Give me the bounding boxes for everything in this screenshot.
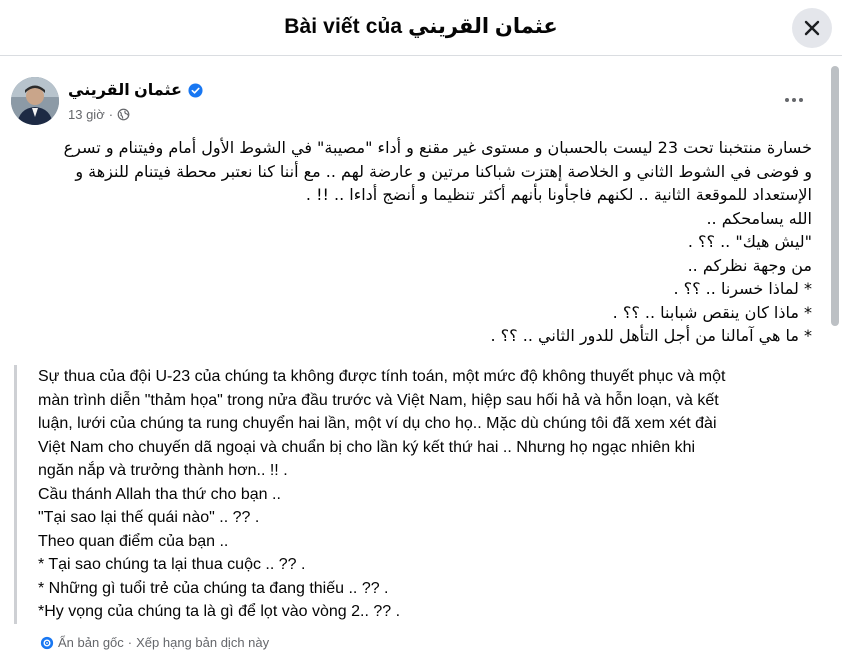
translate-gear-icon — [40, 636, 54, 650]
close-button[interactable] — [792, 8, 832, 48]
post-time[interactable]: 13 giờ — [68, 107, 105, 122]
original-post-text — [0, 136, 812, 348]
translated-text — [14, 365, 814, 624]
scrollbar[interactable] — [830, 62, 840, 662]
translation-actions — [40, 635, 269, 650]
translation-line: ngăn nắp và trưởng thành hơn.. !! . — [38, 462, 288, 479]
author-avatar[interactable] — [11, 77, 59, 125]
author-row — [68, 80, 203, 100]
original-line: خسارة منتخبنا تحت 23 ليست بالحسبان و مستوى غير مقنع و أداء "مصيبة" في الشوط الأول أمام وفيتنام و تسرع — [63, 138, 812, 157]
dialog-title: Bài viết của عثمان القريني — [284, 15, 558, 38]
more-options-button[interactable] — [776, 85, 812, 115]
verified-badge-icon — [188, 83, 203, 98]
rate-translation-link[interactable]: Xếp hạng bản dịch này — [136, 635, 270, 650]
translation-line: Theo quan điểm của bạn .. — [38, 532, 229, 550]
post-content — [0, 57, 826, 668]
translation-line: Việt Nam cho chuyến dã ngoại và chuẩn bị cho lần ký kết thứ hai .. Nhưng họ ngạc nhiên khi — [38, 438, 696, 456]
scrollbar-thumb[interactable] — [831, 66, 839, 326]
translation-line: *Hy vọng của chúng ta là gì để lọt vào vòng 2.. ?? . — [38, 603, 401, 620]
translation-line: * Tại sao chúng ta lại thua cuộc .. ?? . — [38, 556, 306, 573]
translation-line: luận, lưới của chúng ta rung chuyển hai lần, một ví dụ cho họ.. Mặc dù chúng tôi đã xem xét đài — [38, 415, 717, 432]
original-line: و فوضى في الشوط الثاني و الخلاصة إهتزت شباكنا مرتين و عارضة لهم .. مع أننا كنا نعتبر محطة فيتنام للنزهة و — [75, 161, 812, 181]
translation-line: Cầu thánh Allah tha thứ cho bạn .. — [38, 485, 281, 503]
original-line: من وجهة نظركم .. — [687, 255, 812, 275]
original-line: الله يسامحكم .. — [706, 208, 812, 228]
globe-icon — [117, 108, 130, 121]
translation-line: màn trình diễn "thảm họa" trong nửa đầu trước và Việt Nam, hiệp sau hối hả và hỗn loạn, và kết — [38, 391, 719, 409]
translation-line: * Những gì tuổi trẻ của chúng ta đang thiếu .. ?? . — [38, 579, 389, 597]
dialog-header — [0, 0, 842, 56]
more-dot — [799, 98, 803, 102]
translation-line: Sự thua của đội U-23 của chúng ta không được tính toán, một mức độ không thuyết phục và một — [38, 368, 726, 385]
close-icon — [802, 18, 822, 38]
translation-line: "Tại sao lại thế quái nào" .. ?? . — [38, 509, 260, 526]
actions-separator: · — [127, 635, 133, 650]
meta-separator: · — [108, 107, 114, 122]
hide-original-link[interactable]: Ẩn bản gốc — [58, 635, 124, 650]
original-line: * ما هي آمالنا من أجل التأهل للدور الثاني .. ؟؟ . — [490, 326, 812, 345]
original-line: "ليش هيك" .. ؟؟ . — [687, 232, 812, 251]
post-meta — [68, 107, 130, 122]
original-line: * ماذا كان ينقص شبابنا .. ؟؟ . — [612, 302, 812, 322]
original-line: * لماذا خسرنا .. ؟؟ . — [673, 279, 812, 298]
more-dot — [785, 98, 789, 102]
more-dot — [792, 98, 796, 102]
original-line: الإستعداد للموقعة الثانية .. لكنهم فاجأونا بأنهم أكثر تنظيما و أنضج أداءا .. !! . — [305, 185, 812, 204]
author-name[interactable]: عثمان القريني — [68, 82, 182, 99]
